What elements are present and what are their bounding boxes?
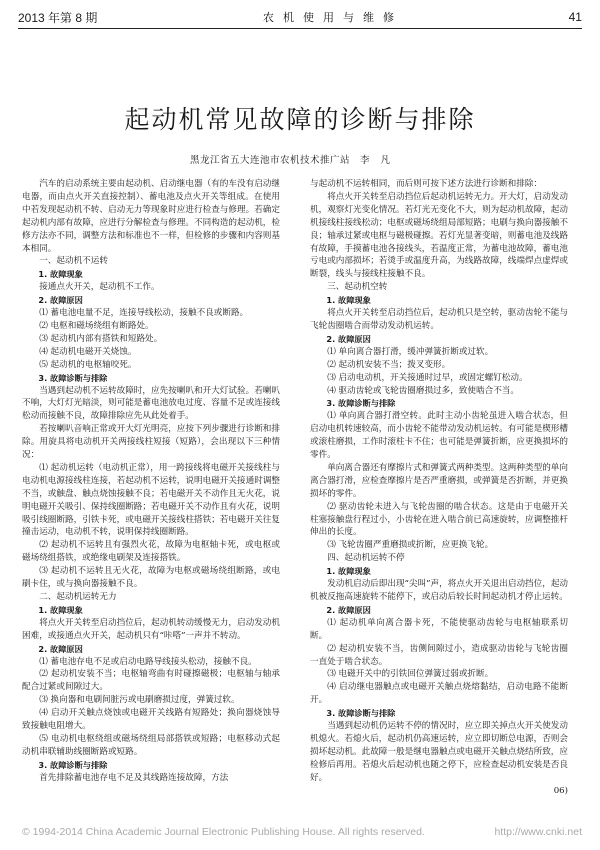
list-item: ⑵ 驱动齿轮未进入与飞轮齿圈的啮合状态。这是由于电磁开关柱塞接触盘行程过小，小齿轮在进入啮合前已高速旋转，应调整推杆伸出的长度。 [310,501,568,538]
copyright-footer [22,826,582,838]
list-item: ⑴ 单向离合器打滑空转。此时主动小齿轮虽进入啮合状态，但启动电机转速较高，而小齿轮不能带动发动机运转。有可能是楔形槽或滚柱磨损，工作时滚柱卡不住；也可能是弹簧折断，应更换损坏的零件。 [310,411,568,461]
right-column [310,178,568,798]
list-item: ⑶ 电磁开关中的引铁回位弹簧过弱或折断。 [327,669,494,680]
page-number: 41 [568,10,582,24]
issue-label: 2013 年第 8 期 [18,10,98,25]
journal-name: 农机使用与维修 [263,11,403,24]
affiliation: 黑龙江省五大连池市农机技术推广站 [190,155,351,166]
sub-heading: 2. 故障原因 [38,643,83,654]
sub-heading: 3. 故障诊断与排除 [326,398,396,409]
list-item: ⑵ 起动机不运转且有强烈火花，故障为电枢轴卡死，或电枢或磁场绕组搭铁，或绝缘电刷架及连接搭铁。 [22,540,280,564]
list-item: ⑷ 启动开关触点烧蚀或电磁开关线路有短路处；换向器烧蚀导致接触电阻增大。 [22,708,280,732]
paragraph: 单向离合器还有摩擦片式和弹簧式两种类型。这两种类型的单向离合器打滑，应检查摩擦片是否严重磨损，或弹簧是否折断，并更换损坏的零件。 [310,462,568,499]
sub-heading: 1. 故障现象 [38,269,83,280]
paragraph: 当遇到起动机不运转故障时，应先按喇叭和开大灯试验。若喇叭不响，大灯灯光暗淡，则可能是蓄电池放电过度、容量不足或连接线松动而接触不良，故障排除应先从此处着手。 [22,385,280,422]
list-item: ⑷ 起动机电磁开关烧蚀。 [39,346,137,357]
section-heading: 三、起动机空转 [327,282,388,293]
list-item: ⑴ 起动机运转（电动机正常），用一跨接线将电磁开关接线柱与电动机电源接线柱连接，若起动机不运转，说明电磁开关接通时调整不当，或触盘、触点烧蚀接触不良；若电磁开关不动作且无火花，说明电磁开关吸引、保持线圈断路；若电磁开关不动作且有火花，说明吸引线圈断路，引铁卡死，或电磁开关接线柱搭铁；若电磁开关往复撞击运动，电动机不转，说明保持线圈断路。 [22,462,280,538]
list-item: ⑴ 起动机单向离合器卡死，不能使驱动齿轮与电枢轴联系切断。 [310,617,568,641]
list-item: ⑶ 换向器和电刷间脏污或电刷磨损过度，弹簧过软。 [39,695,240,706]
list-item: ⑶ 起动机不运转且无火花，故障为电枢或磁场绕组断路，或电刷卡住，或与换向器接触不良。 [22,566,280,590]
sub-heading: 3. 故障诊断与排除 [38,372,108,383]
sub-heading: 2. 故障原因 [326,604,371,615]
paragraph: 发动机启动后即出现“尖叫”声，将点火开关退出启动挡位，起动机被反拖高速旋转不能停下，或启动后较长时间起动机才停止运转。 [310,579,569,602]
left-column [22,178,280,785]
list-item: ⑶ 飞轮齿圈严重磨损或折断，应更换飞轮。 [327,540,494,551]
sub-heading: 3. 故障诊断与排除 [326,708,396,719]
list-item: ⑴ 蓄电池存电不足或启动电路导线接头松动，接触不良。 [39,656,257,667]
article-title: 起动机常见故障的诊断与排除 [124,105,476,134]
list-item: ⑶ 启动电动机，开关接通时过早，或固定螺钉松动。 [327,372,528,383]
paragraph: 首先排除蓄电池存电不足及其线路连接故障，方法 [39,772,229,783]
list-item: ⑶ 起动机内部有搭铁和短路处。 [39,333,163,344]
list-item: ⑴ 蓄电池电量不足，连接导线松动，接触不良或断路。 [39,308,249,319]
paragraph: 将点火开关转至启动挡位后起动机运转无力。开大灯，启动发动机，观察灯光变化情况。若灯光无变化不大，则为起动机故障，起动机接线柱接线松动；电枢或磁场绕组局部短路；电刷与换向器接触不良；轴承过紧或电枢与磁极碰擦。若灯光显著变暗，则蓄电池及线路有故障，手摸蓄电池各接线头，若温度正常，为蓄电池故障，蓄电池亏电或内部损坏；若烫手或温度升高，为线路故障，线端焊点虚焊或断裂，线头与接线柱接触不良。 [310,191,568,280]
section-heading: 二、起动机运转无力 [39,592,117,602]
paragraph: 当遇到起动机仍运转不停的情况时，应立即关掉点火开关使发动机熄火。若熄火后，起动机仍高速运转，应立即切断总电源，否则会损坏起动机。此故障一般是继电器触点或电磁开关触点烧结所致，应检修后再用。若熄火后起动机也随之停下，应检查起动机安装是否良好。 [310,721,568,783]
paragraph: 将点火开关转至启动挡位后，起动机只是空转，驱动齿轮不能与飞轮齿圈啮合而带动发动机运转。 [310,308,568,331]
author-name: 李 凡 [360,155,395,166]
sub-heading: 2. 故障原因 [326,333,371,344]
page-header [18,6,582,29]
sub-heading: 1. 故障现象 [326,566,371,577]
copyright-text: © 1994-2014 China Academic Journal Electronic Publishing House. All rights reserved. [22,826,425,838]
list-item: ⑸ 电动机电枢绕组或磁场绕组局部搭铁或短路；电枢移动式起动机串联辅助线圈断路或短路。 [22,733,280,757]
sub-heading: 2. 故障原因 [38,295,83,306]
list-item: ⑷ 驱动齿轮或飞轮齿圈磨损过多，致使啮合不当。 [327,385,519,396]
paragraph: 接通点火开关，起动机不工作。 [39,282,160,293]
list-item: ⑷ 启动继电器触点或电磁开关触点烧熔黏结，启动电路不能断开。 [310,682,568,706]
paragraph: 汽车的启动系统主要由起动机、启动继电器（有的车没有启动继电器，而由点火开关直接控制）、蓄电池及点火开关等组成。在使用中若发现起动机不转、启动无力等现象时应进行检查与修理。若确定起动机内部有故障，应进行分解检查与修理。不同构造的起动机，检修方法亦不同，调整方法和标准也不一样，但检修的步骤和内容则基本相同。 [22,179,280,254]
sub-heading: 1. 故障现象 [326,295,371,306]
list-item: ⑵ 起动机安装不当；电枢轴弯曲有时碰擦磁极；电枢轴与轴承配合过紧或间隙过大。 [22,669,280,693]
list-item: ⑸ 起动机的电枢轴咬死。 [39,359,137,370]
end-mark: 06) [553,785,568,796]
list-item: ⑵ 电枢和磁场绕组有断路处。 [39,320,154,331]
list-item: ⑵ 起动机安装不当，齿侧间隙过小，造成驱动齿轮与飞轮齿圈一直处于啮合状态。 [310,643,568,667]
paragraph: 若按喇叭音响正常或开大灯光明亮，应按下列步骤进行诊断和排除。用旋具将电动机开关两接线柱短接（短路），会出现以下三种情况： [22,424,280,461]
byline [190,152,590,166]
list-item: ⑵ 起动机安装不当；拨叉变形。 [327,359,451,370]
paragraph: 与起动机不运转相同，而后则可按下述方法进行诊断和排除： [310,179,543,189]
footer-url[interactable]: http://www.cnki.net [494,826,582,838]
section-heading: 四、起动机运转不停 [327,553,405,564]
paragraph: 将点火开关转至启动挡位后，起动机转动缓慢无力，启动发动机困难，或接通点火开关，起动机只有“咔嗒”一声并不转动。 [22,617,280,641]
sub-heading: 1. 故障现象 [38,604,83,615]
sub-heading: 3. 故障诊断与排除 [38,759,108,770]
list-item: ⑴ 单向离合器打滑，缓冲弹簧折断或过软。 [327,346,494,357]
section-heading: 一、起动机不运转 [39,256,108,267]
